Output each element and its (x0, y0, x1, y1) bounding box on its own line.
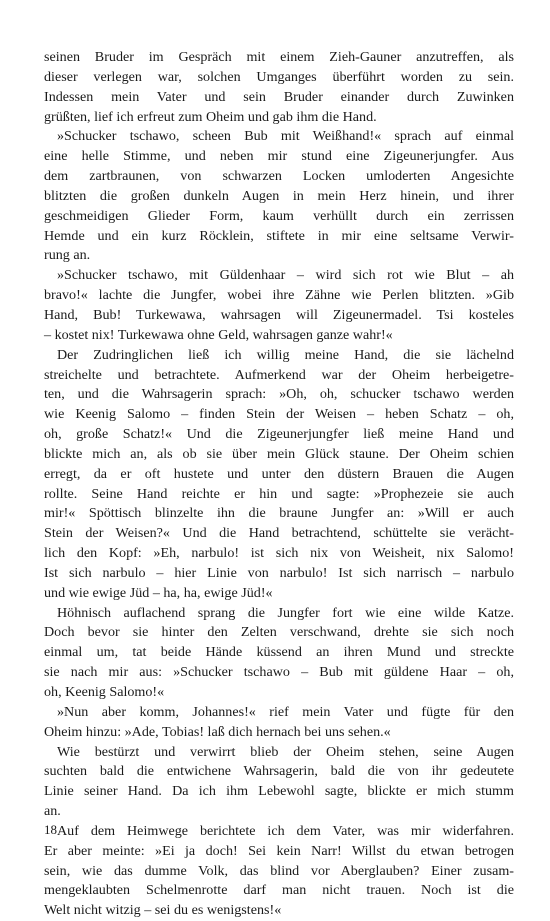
text-line: suchten bald die entwichene Wahrsagerin, bald die von ihr gedeutete (44, 763, 514, 780)
text-line: »Schucker tschawo, mit Güldenhaar – wird sich rot wie Blut – ah (57, 267, 514, 284)
text-line: sein, wie das dumme Volk, das blind vor Aberglauben? Einer zusam- (44, 862, 514, 879)
text-line: mir!« Spöttisch blinzelte ihn die braune Jungfer an: »Will er auch (44, 505, 514, 522)
text-line: ten, und die Wahrsagerin sprach: »Oh, oh, schucker tschawo werden (44, 386, 514, 403)
text-line: Doch bevor sie hinter den Zelten verschwand, drehte sie sich noch (44, 624, 514, 641)
text-line: blitzten die großen dunkeln Augen in mein Herz hinein, und ihrer (44, 187, 514, 204)
text-line: einmal um, tat beide Hände küssend an ihren Mund und streckte (44, 644, 514, 661)
page-number: 18 (44, 822, 57, 837)
text-line: grüßten, lief ich erfreut zum Oheim und gab ihm die Hand. (44, 108, 377, 125)
text-line: sie nach mir aus: »Schucker tschawo – Bub mit güldene Haar – oh, (44, 664, 514, 681)
text-line: Höhnisch auflachend sprang die Jungfer fort wie eine wilde Katze. (57, 604, 514, 621)
body-text (44, 48, 514, 921)
text-line: Er aber meinte: »Ei ja doch! Sei kein Narr! Willst du etwan betrogen (44, 842, 514, 859)
text-line: bravo!« lachte die Jungfer, wobei ihre Zähne wie Perlen blitzten. »Gib (44, 287, 514, 304)
text-line: oh, Keenig Salomo!« (44, 684, 165, 700)
text-line: Auf dem Heimwege berichtete ich dem Vater, was mir widerfahren. (57, 822, 514, 839)
text-line: Der Zudringlichen ließ ich willig meine Hand, die sie lächelnd (57, 346, 514, 363)
text-line: Hand, Bub! Turkewawa, wahrsagen will Zigeunermadel. Tsi kosteles (44, 306, 514, 323)
text-line: streichelte und betrachtete. Aufmerkend war der Oheim herbeigetre- (44, 366, 514, 383)
text-line: eine helle Stimme, und neben mir stund eine Zigeunerjungfer. Aus (44, 148, 514, 165)
text-line: mengeklaubten Schelmenrotte darf man nicht trauen. Noch ist die (44, 882, 514, 899)
text-line: an. (44, 803, 61, 820)
text-line: seinen Bruder im Gespräch mit einem Zieh-Gauner anzutreffen, als (44, 49, 514, 65)
text-line: erregt, da er oft hustete und unter den düstern Brauen die Augen (44, 465, 514, 482)
text-line: oh, große Schatz!« Und die Zigeunerjungfer ließ meine Hand und (44, 426, 514, 443)
text-line: und wie ewige Jüd – ha, ha, ewige Jüd!« (44, 584, 273, 601)
text-line: »Schucker tschawo, scheen Bub mit Weißhand!« sprach auf einmal (57, 128, 514, 145)
text-line: Oheim hinzu: »Ade, Tobias! laß dich hernach bei uns sehen.« (44, 723, 391, 740)
text-line: rung an. (44, 247, 91, 264)
text-line: dem zartbraunen, von schwarzen Locken umloderten Angesichte (44, 168, 514, 185)
text-line: blickte mich an, als ob sie über mein Glück staune. Der Oheim schien (44, 445, 514, 462)
text-line: Hemde und ein kurz Röcklein, stiftete in mir eine seltsame Verwir- (44, 227, 514, 244)
text-line: geschmeidigen Glieder Form, kaum verhüllt durch ein zerrissen (44, 207, 514, 224)
text-line: dieser verlegen war, solchen Umganges überführt worden zu sein. (44, 68, 514, 85)
text-line: »Nun aber komm, Johannes!« rief mein Vater und fügte für den (57, 703, 514, 720)
text-line: lich den Kopf: »Eh, narbulo! ist sich nix von Weisheit, nix Salomo! (44, 545, 514, 562)
text-line: Wie bestürzt und verwirrt blieb der Oheim stehen, seine Augen (57, 743, 514, 760)
text-line: Indessen mein Vater und sein Bruder einander durch Zuwinken (44, 88, 514, 105)
text-line: wie Keenig Salomo – finden Stein der Weisen – heben Schatz – oh, (44, 406, 514, 423)
text-line: Linie seiner Hand. Da ich ihm Lebewohl sagte, blickte er mich stumm (44, 783, 514, 800)
text-line: – kostet nix! Turkewawa ohne Geld, wahrsagen ganze wahr!« (44, 326, 393, 343)
text-line: Stein der Weisen?« Und die Hand betrachtend, schüttelte sie verächt- (44, 525, 514, 542)
text-line: Ist sich narbulo – hier Linie von narbulo! Ist sich narrisch – narbulo (44, 564, 514, 581)
text-line: Welt nicht witzig – sei du es wenigstens!« (44, 902, 282, 919)
text-line: rollte. Seine Hand reichte er hin und sagte: »Prophezeie sie auch (44, 485, 514, 502)
